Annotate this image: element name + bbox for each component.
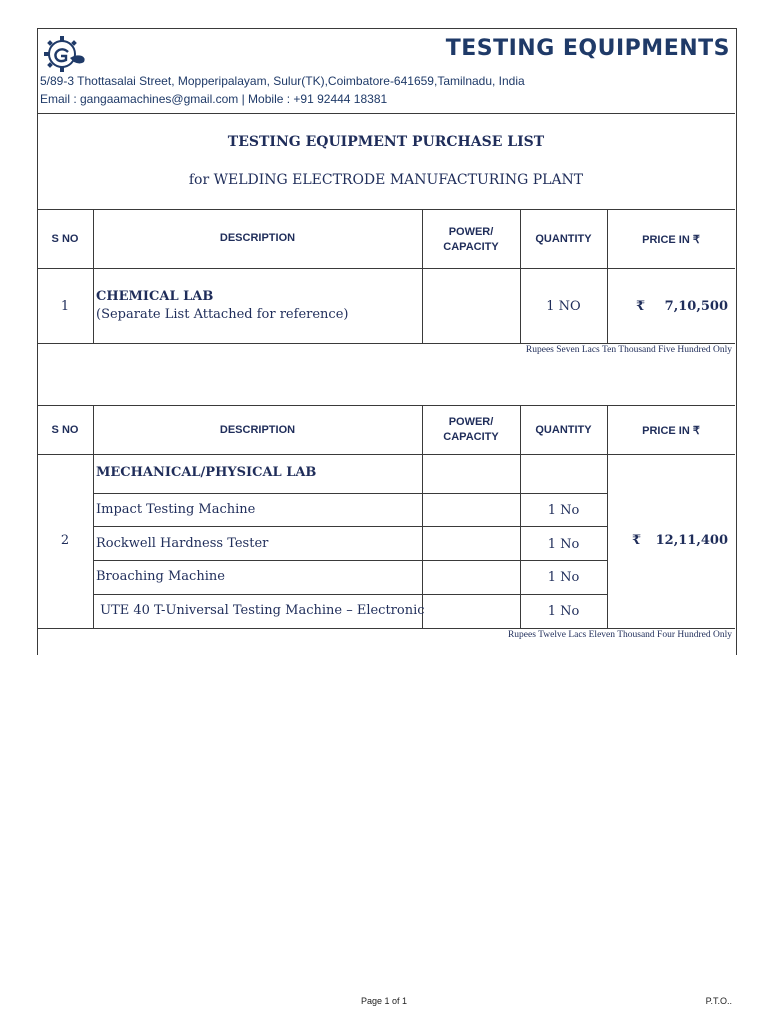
section-heading-mechanical-lab: MECHANICAL/PHYSICAL LAB: [96, 465, 317, 480]
divider: [37, 454, 735, 455]
header-description: DESCRIPTION: [219, 232, 296, 244]
amount-in-words: Rupees Seven Lacs Ten Thousand Five Hundred Only: [525, 345, 732, 355]
column-divider: [93, 405, 94, 628]
purchase-list-subtitle: for WELDING ELECTRODE MANUFACTURING PLANT: [188, 172, 584, 188]
divider: [37, 209, 735, 210]
header-power-capacity: [422, 225, 520, 255]
row-sno: 2: [60, 533, 70, 548]
document-heading: TESTING EQUIPMENTS: [445, 36, 730, 61]
divider: [37, 343, 735, 344]
item-quantity: 1 No: [547, 604, 580, 619]
column-divider: [93, 209, 94, 344]
item-description: Broaching Machine: [96, 569, 225, 584]
header-power-line1: POWER/: [448, 226, 494, 238]
page-number: Page 1 of 1: [360, 996, 408, 1006]
row-divider: [93, 493, 607, 494]
row-quantity: 1 NO: [546, 299, 581, 314]
rupee-symbol: ₹: [636, 299, 646, 314]
header-price: PRICE IN ₹: [642, 234, 700, 246]
row-divider: [93, 560, 607, 561]
divider: [37, 113, 735, 114]
section-note: (Separate List Attached for reference): [96, 307, 349, 322]
header-power-line2: CAPACITY: [443, 431, 499, 443]
row-divider: [93, 526, 607, 527]
column-divider: [607, 405, 608, 628]
section-heading-chemical-lab: CHEMICAL LAB: [96, 289, 214, 304]
column-divider: [520, 209, 521, 344]
company-address: 5/89-3 Thottasalai Street, Mopperipalayam, Sulur(TK),Coimbatore-641659,Tamilnadu, India: [40, 74, 525, 88]
item-quantity: 1 No: [547, 503, 580, 518]
header-quantity: QUANTITY: [535, 233, 592, 245]
row-price: 12,11,400: [655, 533, 728, 548]
header-sno: S NO: [51, 424, 79, 436]
purchase-list-title: TESTING EQUIPMENT PURCHASE LIST: [227, 134, 545, 150]
company-contact: Email : gangaamachines@gmail.com | Mobile : +91 92444 18381: [40, 92, 388, 106]
header-power-line2: CAPACITY: [443, 241, 499, 253]
header-price: PRICE IN ₹: [642, 425, 700, 437]
row-price: 7,10,500: [664, 299, 728, 314]
header-sno: S NO: [51, 233, 79, 245]
row-divider: [93, 594, 607, 595]
header-power-line1: POWER/: [448, 416, 494, 428]
header-quantity: QUANTITY: [535, 424, 592, 436]
header-description: DESCRIPTION: [219, 424, 296, 436]
amount-in-words: Rupees Twelve Lacs Eleven Thousand Four Hundred Only: [507, 630, 732, 640]
item-description: UTE 40 T-Universal Testing Machine – Electronic: [96, 603, 425, 618]
item-description: Impact Testing Machine: [96, 502, 256, 517]
divider: [37, 405, 735, 406]
item-quantity: 1 No: [547, 570, 580, 585]
pto-note: P.T.O..: [705, 996, 732, 1006]
item-quantity: 1 No: [547, 537, 580, 552]
item-description: Rockwell Hardness Tester: [96, 536, 269, 551]
column-divider: [607, 209, 608, 344]
divider: [37, 628, 735, 629]
row-sno: 1: [60, 299, 70, 314]
header-power-capacity: [422, 415, 520, 445]
company-logo: [42, 34, 88, 72]
rupee-symbol: ₹: [632, 533, 642, 548]
divider: [37, 268, 735, 269]
